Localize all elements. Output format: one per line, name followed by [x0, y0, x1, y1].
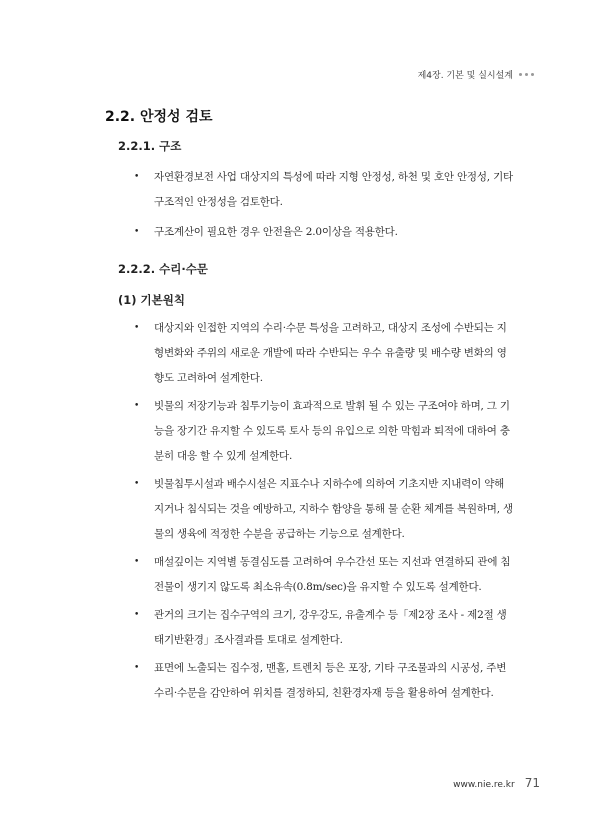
footer-url: www.nie.re.kr	[453, 780, 515, 790]
subsection-structure-heading: 2.2.1. 구조	[118, 139, 182, 153]
list-item: • 빗물침투시설과 배수시설은 지표수나 지하수에 의하여 기초지반 지내력이 약해지거나 침식되는 것을 예방하고, 지하수 함양을 통해 물 순환 체계를 복원하며, 생물의 생육에 적정한 수분을 공급하는 기능으로 설계한다.	[0, 472, 514, 547]
bullet-icon: •	[134, 401, 140, 411]
subsection-hydrology-heading: 2.2.2. 수리·수문	[118, 262, 208, 276]
bullet-icon: •	[134, 663, 140, 673]
chapter-title: 제4장. 기본 및 실시설계	[417, 71, 513, 81]
list-item: • 표면에 노출되는 집수정, 맨홀, 트렌치 등은 포장, 기타 구조물과의 시공성, 주변 수리·수문을 감안하여 위치를 결정하되, 친환경자재 등을 활용하여 설계한다.	[0, 656, 514, 706]
bullet-icon: •	[134, 323, 140, 333]
bullet-icon: •	[134, 227, 140, 237]
hydrology-list	[0, 316, 514, 706]
header-dots-icon	[519, 73, 534, 76]
running-header	[418, 68, 534, 81]
list-item: • 관거의 크기는 집수구역의 크기, 강우강도, 유출계수 등「제2장 조사 - 제2절 생태기반환경」조사결과를 토대로 설계한다.	[0, 603, 514, 653]
page-footer	[453, 776, 540, 790]
bullet-icon: •	[134, 172, 140, 182]
list-item: • 대상지와 인접한 지역의 수리·수문 특성을 고려하고, 대상지 조성에 수반되는 지형변화와 주위의 새로운 개발에 따라 수반되는 우수 유출량 및 배수량 변화의 영향도 고려하여 설계한다.	[0, 316, 514, 391]
list-item: • 빗물의 저장기능과 침투기능이 효과적으로 발휘 될 수 있는 구조여야 하며, 그 기능을 장기간 유지할 수 있도록 토사 등의 유입으로 의한 막힘과 퇴적에 대하여 충분히 대응 할 수 있게 설계한다.	[0, 394, 514, 469]
bullet-icon: •	[134, 557, 140, 567]
bullet-icon: •	[134, 479, 140, 489]
list-item: • 구조계산이 필요한 경우 안전율은 2.0이상을 적용한다.	[0, 220, 514, 245]
section-title: 2.2. 안정성 검토	[105, 109, 213, 125]
structure-list	[0, 165, 514, 245]
list-item: • 자연환경보전 사업 대상지의 특성에 따라 지형 안정성, 하천 및 호안 안정성, 기타 구조적인 안정성을 검토한다.	[0, 165, 514, 215]
list-item: • 매설깊이는 지역별 동결심도를 고려하여 우수간선 또는 지선과 연결하되 관에 침전물이 생기지 않도록 최소유속(0.8m/sec)을 유지할 수 있도록 설계한다.	[0, 550, 514, 600]
basic-principles-heading: (1) 기본원칙	[118, 293, 185, 307]
bullet-icon: •	[134, 610, 140, 620]
page-number: 71	[524, 776, 540, 790]
